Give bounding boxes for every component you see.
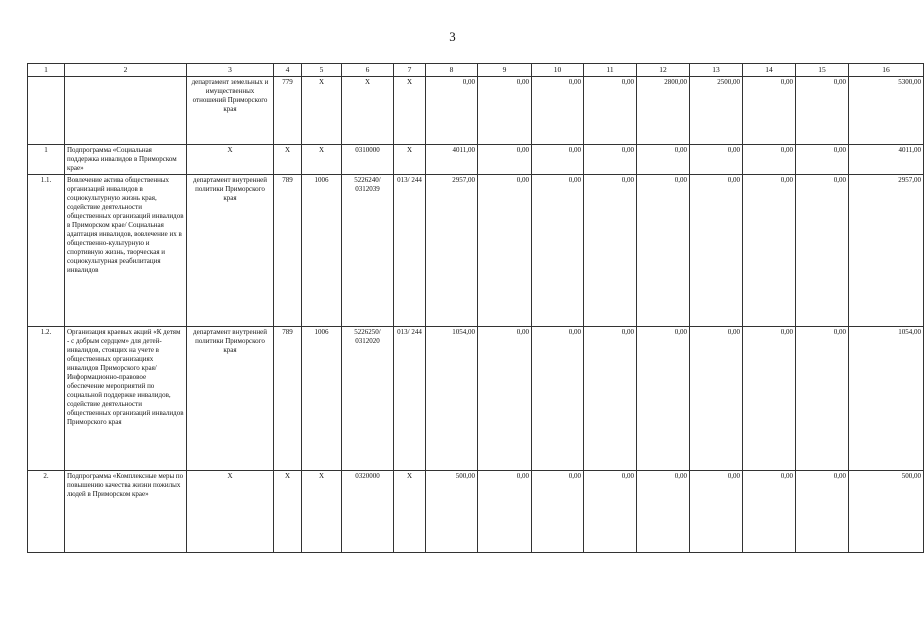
table-cell: 1.2. <box>28 327 65 471</box>
table-cell: 0,00 <box>637 145 690 175</box>
table-cell: 0,00 <box>637 327 690 471</box>
table-cell: 0,00 <box>743 145 796 175</box>
header-cell: 3 <box>187 64 274 77</box>
table-cell: 5226250/ 0312020 <box>342 327 394 471</box>
header-cell: 15 <box>796 64 849 77</box>
table-cell: 0,00 <box>796 77 849 145</box>
table-cell: X <box>302 471 342 553</box>
table-cell: 0,00 <box>478 145 532 175</box>
table-cell: 1.1. <box>28 175 65 327</box>
table-cell: 0,00 <box>637 175 690 327</box>
table-cell: 0,00 <box>478 175 532 327</box>
table-cell: 4011,00 <box>849 145 924 175</box>
header-cell: 16 <box>849 64 924 77</box>
header-cell: 7 <box>394 64 426 77</box>
header-cell: 4 <box>274 64 302 77</box>
table-cell: 1006 <box>302 175 342 327</box>
table-cell: 4011,00 <box>426 145 478 175</box>
budget-table <box>27 63 924 553</box>
table-cell: 0320000 <box>342 471 394 553</box>
table-cell: 0,00 <box>637 471 690 553</box>
table-cell: 500,00 <box>426 471 478 553</box>
header-cell: 12 <box>637 64 690 77</box>
header-cell: 6 <box>342 64 394 77</box>
table-cell: 0,00 <box>690 471 743 553</box>
header-cell: 10 <box>532 64 584 77</box>
table-cell: 2957,00 <box>426 175 478 327</box>
table-cell: 1006 <box>302 327 342 471</box>
table-cell: 0,00 <box>584 327 637 471</box>
header-cell: 1 <box>28 64 65 77</box>
header-cell: 9 <box>478 64 532 77</box>
table-cell <box>28 77 65 145</box>
table-cell: 500,00 <box>849 471 924 553</box>
page-number: 3 <box>449 29 456 44</box>
table-cell: 0,00 <box>690 145 743 175</box>
table-cell: 2500,00 <box>690 77 743 145</box>
table-cell: 1054,00 <box>426 327 478 471</box>
table-cell: X <box>274 145 302 175</box>
table-cell <box>65 77 187 145</box>
table-cell: 013/ 244 <box>394 175 426 327</box>
table-cell: 0,00 <box>584 77 637 145</box>
table-header-row <box>28 64 924 77</box>
table-cell: департамент внутренней политики Приморского края <box>187 327 274 471</box>
table-cell: X <box>187 471 274 553</box>
table-cell: Подпрограмма «Комплексные меры по повышению качества жизни пожилых людей в Приморском крае» <box>65 471 187 553</box>
table-cell: X <box>187 145 274 175</box>
header-cell: 14 <box>743 64 796 77</box>
table-cell: 5300,00 <box>849 77 924 145</box>
table-cell: 0,00 <box>743 175 796 327</box>
table-cell: 0,00 <box>532 327 584 471</box>
table-cell: 0,00 <box>796 471 849 553</box>
table-cell: департамент земельных и имущественных отношений Приморского края <box>187 77 274 145</box>
table-cell: 0,00 <box>478 77 532 145</box>
table-cell: департамент внутренней политики Приморского края <box>187 175 274 327</box>
table-cell: 1 <box>28 145 65 175</box>
table-cell: 0,00 <box>532 471 584 553</box>
table-cell: 0,00 <box>584 471 637 553</box>
table-row <box>28 175 924 327</box>
table-row <box>28 77 924 145</box>
table-cell: 0,00 <box>743 471 796 553</box>
table-cell: 0,00 <box>796 175 849 327</box>
table-cell: 2800,00 <box>637 77 690 145</box>
table-cell: 0,00 <box>532 145 584 175</box>
table-cell: Организация краевых акций «К детям - с добрым сердцем» для детей-инвалидов, стоящих на учете в общественных организациях инвалидов Приморского края/ Информационно-правовое обеспечение мероприятий по социальной поддержке инвалидов, содействие деятельности общественных организаций инвалидов Приморского края <box>65 327 187 471</box>
table-cell: Вовлечение актива общественных организаций инвалидов в социокультурную жизнь края, содействие деятельности общественных организаций инвалидов в Приморском крае/ Социальная адаптация инвалидов, вовлечение их в общественно-культурную и спортивную жизнь, творческая и социокультурная реабилитация инвалидов <box>65 175 187 327</box>
table-cell: 789 <box>274 175 302 327</box>
table-cell: 789 <box>274 327 302 471</box>
table-cell: X <box>394 471 426 553</box>
table-cell: 0,00 <box>796 145 849 175</box>
table-row <box>28 327 924 471</box>
header-cell: 8 <box>426 64 478 77</box>
table-cell: X <box>302 145 342 175</box>
table-cell: X <box>394 77 426 145</box>
table-cell: 0,00 <box>532 77 584 145</box>
header-cell: 11 <box>584 64 637 77</box>
table-cell: 2. <box>28 471 65 553</box>
header-cell: 2 <box>65 64 187 77</box>
table-cell: 779 <box>274 77 302 145</box>
table-cell: 1054,00 <box>849 327 924 471</box>
table-cell: 0,00 <box>743 327 796 471</box>
table-row <box>28 471 924 553</box>
table-cell: 0,00 <box>690 327 743 471</box>
table-cell: 0,00 <box>743 77 796 145</box>
table-cell: 013/ 244 <box>394 327 426 471</box>
table-cell: 0,00 <box>478 471 532 553</box>
table-cell: X <box>394 145 426 175</box>
table-cell: 0,00 <box>584 145 637 175</box>
table-cell: Подпрограмма «Социальная поддержка инвалидов в Приморском крае» <box>65 145 187 175</box>
table-cell: 0,00 <box>584 175 637 327</box>
table-cell: 0310000 <box>342 145 394 175</box>
table-cell: 0,00 <box>426 77 478 145</box>
table-cell: 5226240/ 0312039 <box>342 175 394 327</box>
table-cell: 0,00 <box>478 327 532 471</box>
table-cell: 0,00 <box>796 327 849 471</box>
table-cell: 0,00 <box>690 175 743 327</box>
header-cell: 13 <box>690 64 743 77</box>
table-cell: X <box>302 77 342 145</box>
table-cell: X <box>342 77 394 145</box>
header-cell: 5 <box>302 64 342 77</box>
table-cell: 2957,00 <box>849 175 924 327</box>
table-row <box>28 145 924 175</box>
table-cell: 0,00 <box>532 175 584 327</box>
table-cell: X <box>274 471 302 553</box>
